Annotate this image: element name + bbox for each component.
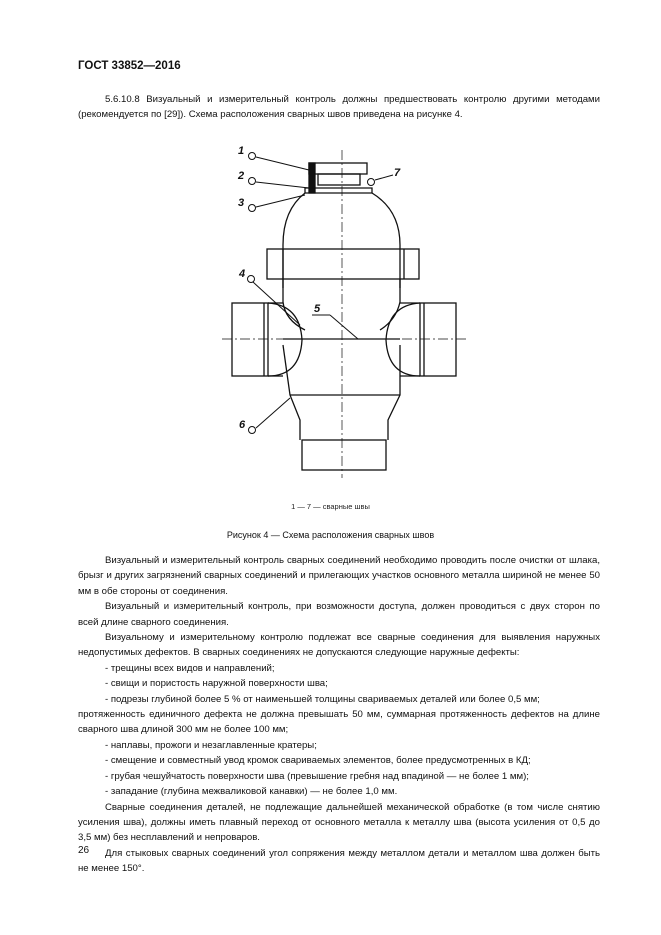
paragraph-angle: Для стыковых сварных соединений угол сопряжения между металлом детали и металлом шва должен быть не менее 150°. — [78, 847, 600, 875]
defect-item: - наплавы, прожоги и незаглавленные кратеры; — [105, 739, 317, 751]
defect-item: - подрезы глубиной более 5 % от наименьшей толщины свариваемых деталей или более 0,5 мм; — [105, 693, 540, 705]
bottom-nozzle — [302, 440, 386, 470]
document-header: ГОСТ 33852—2016 — [78, 60, 181, 72]
defect-item: - трещины всех видов и направлений; — [105, 662, 275, 674]
figure-legend: 1 — 7 — сварные швы — [291, 502, 370, 511]
label-5: 5 — [314, 303, 321, 315]
paragraph-transition: Сварные соединения деталей, не подлежащие дальнейшей механической обработке (в том числе снятию усиления шва), должны иметь плавный переход от основного металла к металлу шва (высота усиления от 0,5 до 3,5 мм) без несплавлений и непроваров. — [78, 801, 600, 844]
label-6: 6 — [239, 419, 246, 431]
intro-paragraph: 5.6.10.8 Визуальный и измерительный контроль должны предшествовать контролю другими методами (рекомендуется по [29]). Схема расположения сварных швов приведена на рисунке 4. — [78, 94, 600, 121]
page-number: 26 — [78, 845, 90, 856]
label-7: 7 — [394, 167, 401, 179]
top-cap-upper — [309, 163, 367, 174]
right-pipe — [420, 303, 456, 376]
label-4: 4 — [239, 268, 246, 280]
label-2: 2 — [238, 170, 245, 182]
left-pipe — [232, 303, 268, 376]
flange-band — [267, 249, 419, 279]
label-3: 3 — [238, 197, 245, 209]
defect-item: - свищи и пористость наружной поверхности шва; — [105, 678, 328, 690]
paragraph-cleaning: Визуальный и измерительный контроль сварных соединений необходимо проводить после очистки от шлака, брызг и других загрязнений сварных соединений и прилегающих участков основного металла шириной не менее 50 мм в обе стороны от соединения. — [78, 555, 600, 597]
paragraph-defect-length: протяженность единичного дефекта не должна превышать 50 мм, суммарная протяженность дефектов на длине сварного шва длиной 300 мм не более 100 мм; — [78, 709, 600, 736]
body-text — [78, 553, 600, 877]
top-cap-lower — [318, 174, 360, 185]
paragraph-defects-intro: Визуальному и измерительному контролю подлежат все сварные соединения для выявления наружных недопустимых дефектов. В сварных соединениях не допускаются следующие наружные дефекты: — [78, 632, 600, 659]
defect-item: - западание (глубина межваликовой канавки) — не более 1,0 мм. — [105, 786, 398, 798]
label-1: 1 — [238, 145, 245, 157]
middle-body-top — [283, 279, 400, 330]
paragraph-two-sides: Визуальный и измерительный контроль, при возможности доступа, должен проводиться с двух сторон по всей длине сварного соединения. — [78, 601, 600, 628]
defect-item: - смещение и совместный увод кромок свариваемых элементов, более предусмотренных в КД; — [105, 755, 531, 767]
figure-caption: Рисунок 4 — Схема расположения сварных швов — [226, 530, 435, 540]
upper-dome — [283, 193, 400, 288]
defect-item: - грубая чешуйчатость поверхности шва (превышение гребня над впадиной — не более 1 мм); — [105, 770, 529, 782]
